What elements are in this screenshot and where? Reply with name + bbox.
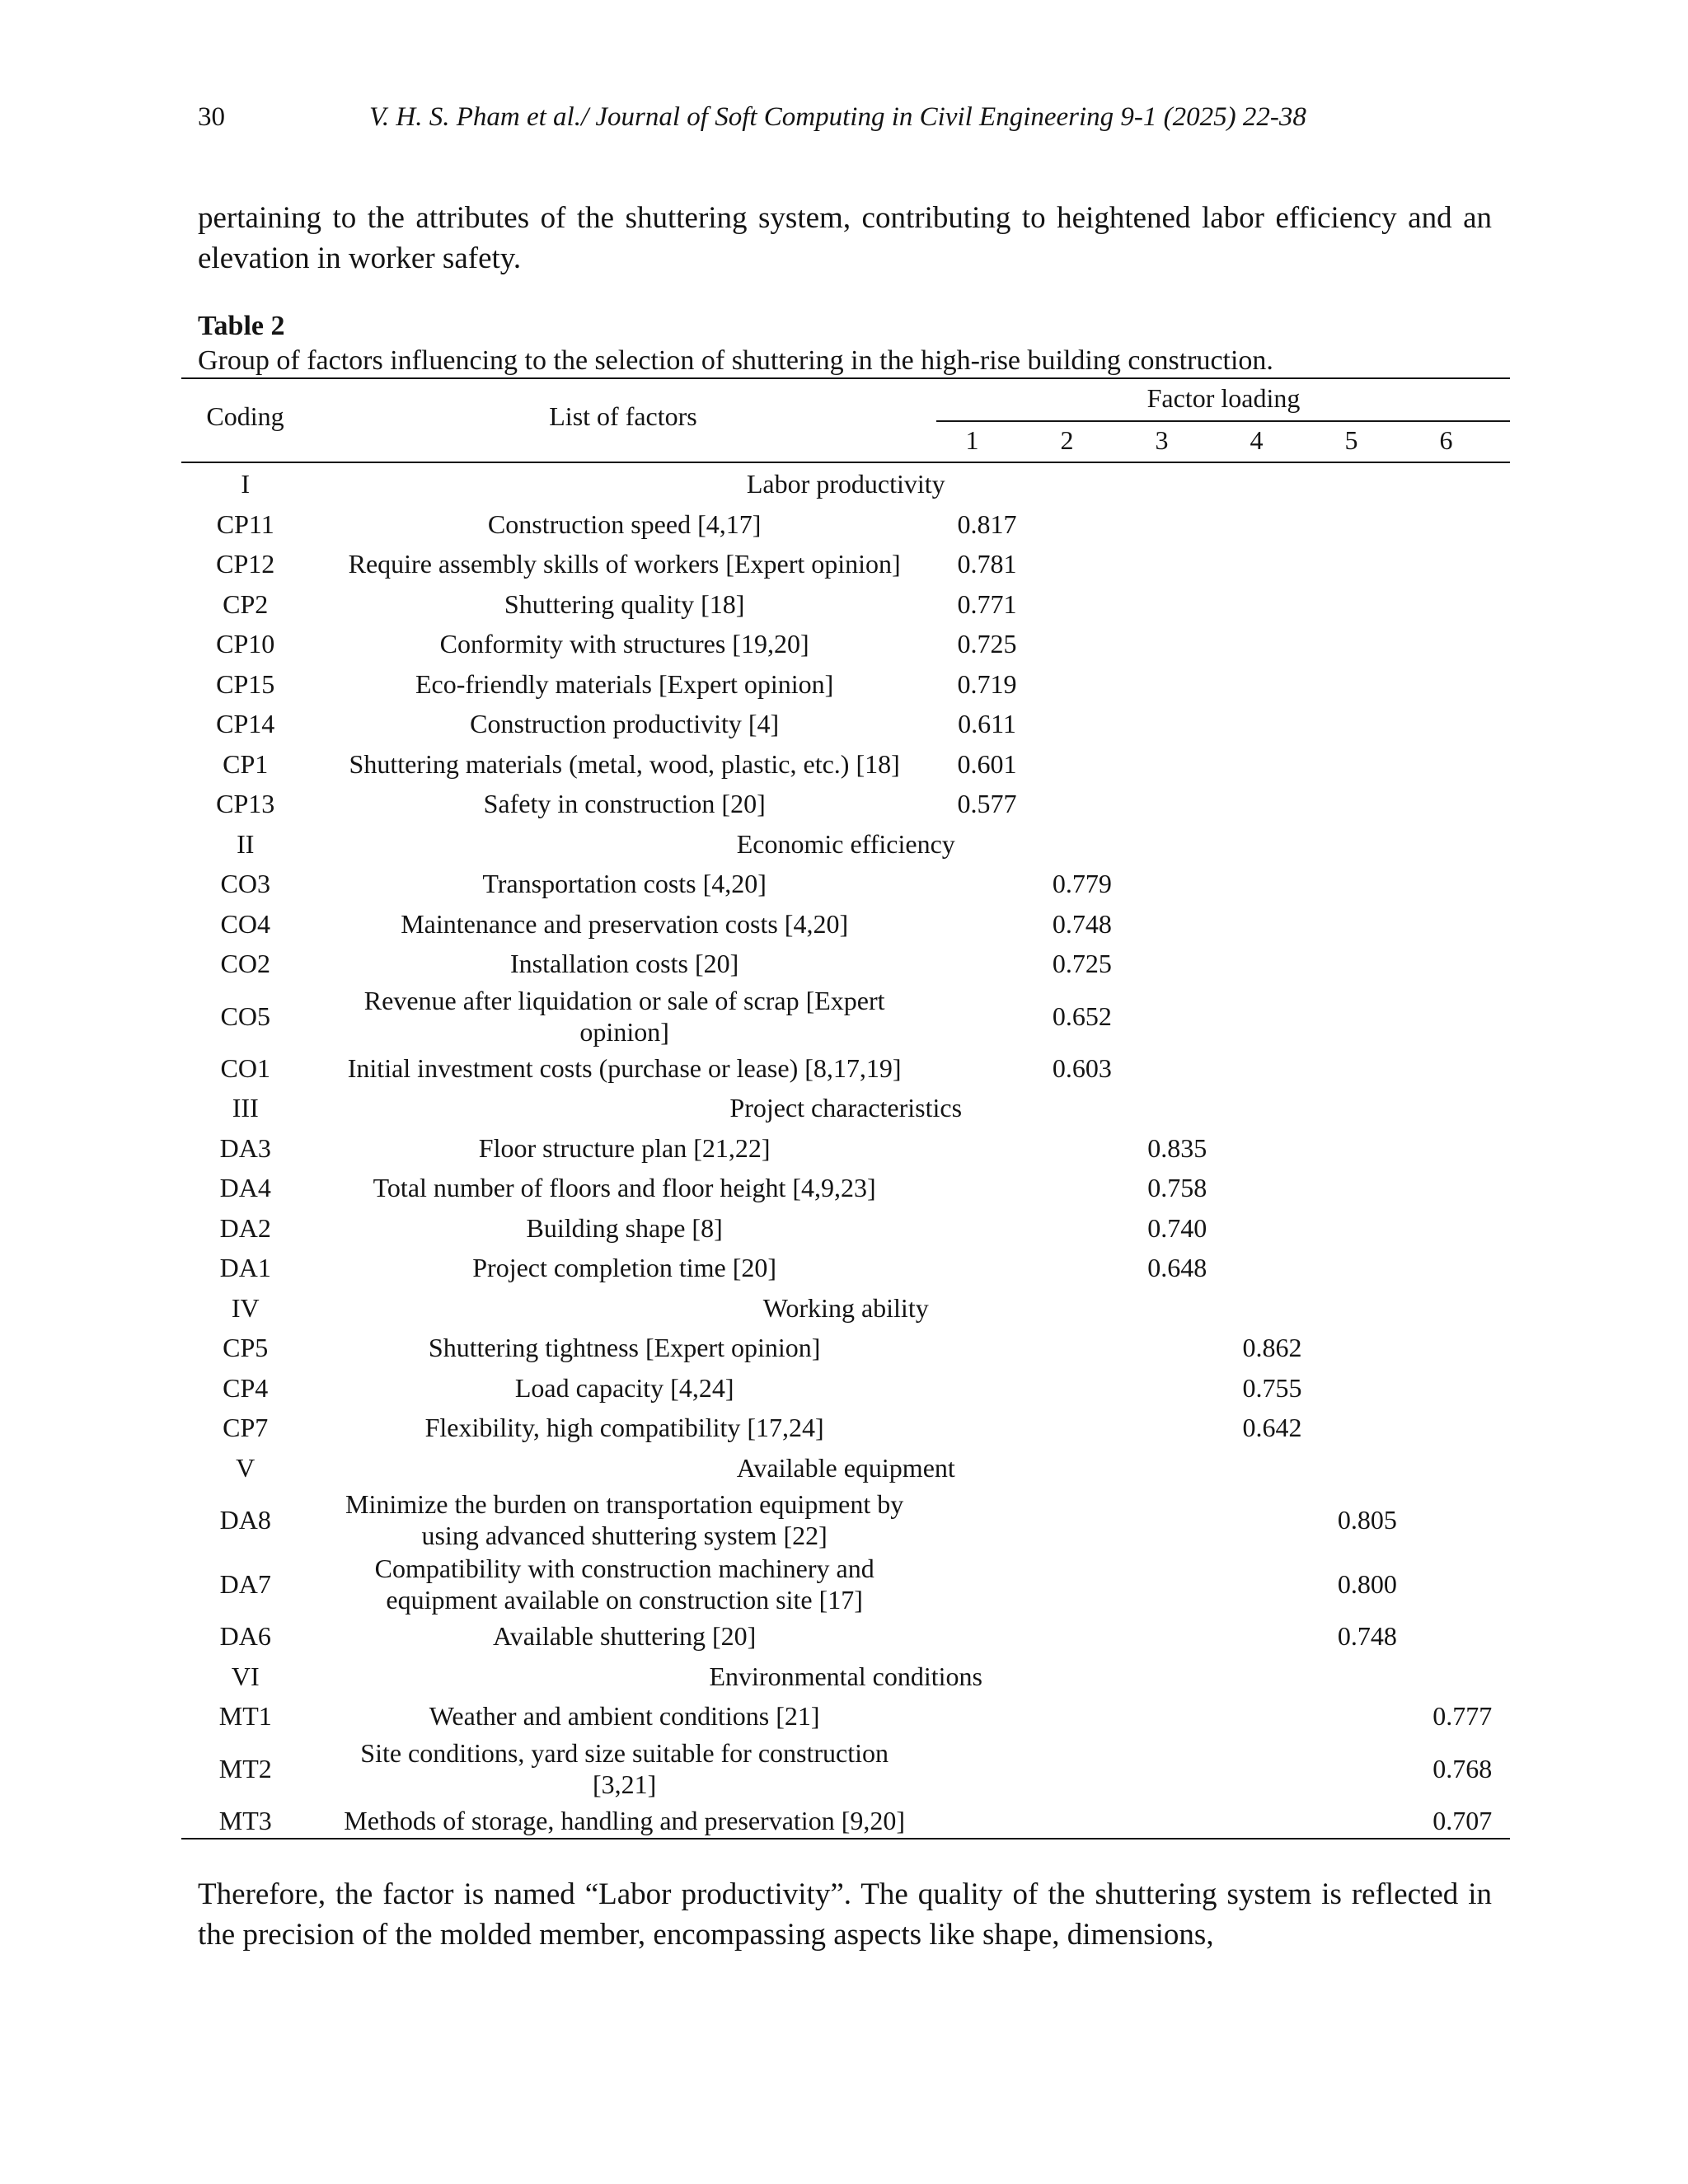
empty-loading-cell bbox=[1130, 1408, 1225, 1448]
factor-name: Shuttering tightness [Expert opinion] bbox=[428, 1333, 821, 1363]
factor-code: DA3 bbox=[219, 1132, 271, 1163]
factor-code: DA8 bbox=[219, 1505, 271, 1535]
group-name: Labor productivity bbox=[746, 469, 945, 499]
factor-name: Site conditions, yard size suitable for construction [3,21] bbox=[360, 1737, 889, 1799]
table-row bbox=[181, 1736, 1510, 1801]
page-number: 30 bbox=[198, 102, 225, 132]
empty-loading-cell bbox=[1034, 784, 1129, 824]
empty-loading-cell bbox=[1225, 624, 1320, 664]
empty-loading-cell bbox=[940, 1128, 1034, 1169]
factor-loading-value: 0.719 bbox=[957, 668, 1017, 699]
empty-loading-cell bbox=[1415, 624, 1510, 664]
empty-loading-cell bbox=[940, 864, 1034, 904]
factor-loading-value: 0.725 bbox=[957, 629, 1017, 659]
empty-loading-cell bbox=[1130, 624, 1225, 664]
empty-loading-cell bbox=[940, 1616, 1034, 1657]
table-row bbox=[181, 1552, 1510, 1616]
factor-loading-value: 0.707 bbox=[1432, 1805, 1493, 1835]
table-row bbox=[181, 904, 1510, 944]
table-label: Table 2 bbox=[198, 311, 285, 341]
factor-loading-value: 0.779 bbox=[1052, 869, 1112, 899]
empty-loading-cell bbox=[1225, 1801, 1320, 1841]
empty-loading-cell bbox=[1034, 1736, 1129, 1801]
empty-loading-cell bbox=[1320, 1736, 1414, 1801]
table-row bbox=[181, 624, 1510, 664]
empty-loading-cell bbox=[1225, 984, 1320, 1048]
table-row bbox=[181, 544, 1510, 584]
factor-loading-rule bbox=[936, 420, 1510, 422]
factor-loading-value: 0.652 bbox=[1052, 1001, 1112, 1031]
empty-loading-cell bbox=[1034, 1488, 1129, 1552]
empty-loading-cell bbox=[1415, 944, 1510, 984]
empty-loading-cell bbox=[1130, 744, 1225, 785]
table-row bbox=[181, 1368, 1510, 1408]
header-loading-col-2: 2 bbox=[1060, 425, 1074, 455]
empty-loading-cell bbox=[1225, 1168, 1320, 1208]
factor-table bbox=[181, 464, 1510, 1840]
empty-loading-cell bbox=[1415, 1552, 1510, 1616]
empty-loading-cell bbox=[1034, 1328, 1129, 1368]
empty-loading-cell bbox=[1130, 1552, 1225, 1616]
factor-name: Load capacity [4,24] bbox=[514, 1372, 734, 1403]
factor-code: DA1 bbox=[219, 1253, 271, 1283]
factor-loading-value: 0.805 bbox=[1337, 1505, 1397, 1535]
empty-loading-cell bbox=[940, 1168, 1034, 1208]
factor-code: CP14 bbox=[216, 709, 275, 739]
factor-loading-value: 0.771 bbox=[957, 588, 1017, 619]
empty-loading-cell bbox=[1130, 1048, 1225, 1089]
empty-loading-cell bbox=[1130, 1801, 1225, 1841]
table-row bbox=[181, 1208, 1510, 1249]
table-row bbox=[181, 1408, 1510, 1448]
empty-loading-cell bbox=[1034, 624, 1129, 664]
factor-code: DA4 bbox=[219, 1173, 271, 1203]
empty-loading-cell bbox=[1034, 664, 1129, 705]
empty-loading-cell bbox=[1225, 584, 1320, 625]
group-name: Working ability bbox=[762, 1292, 929, 1323]
table-row bbox=[181, 1328, 1510, 1368]
factor-code: CP13 bbox=[216, 789, 275, 819]
empty-loading-cell bbox=[1034, 1128, 1129, 1169]
factor-code: CO1 bbox=[220, 1052, 270, 1083]
factor-name: Floor structure plan [21,22] bbox=[478, 1132, 771, 1163]
table-row bbox=[181, 784, 1510, 824]
factor-loading-value: 0.768 bbox=[1432, 1753, 1493, 1783]
empty-loading-cell bbox=[1415, 1128, 1510, 1169]
group-name: Environmental conditions bbox=[709, 1661, 982, 1691]
empty-loading-cell bbox=[1320, 504, 1414, 545]
factor-name: Require assembly skills of workers [Expert opinion] bbox=[348, 549, 901, 579]
factor-code: CP4 bbox=[223, 1372, 269, 1403]
factor-loading-value: 0.642 bbox=[1242, 1413, 1302, 1443]
empty-loading-cell bbox=[1320, 1696, 1414, 1736]
empty-loading-cell bbox=[940, 1208, 1034, 1249]
empty-loading-cell bbox=[1225, 904, 1320, 944]
factor-loading-value: 0.758 bbox=[1147, 1173, 1207, 1203]
group-name: Available equipment bbox=[736, 1452, 955, 1483]
empty-loading-cell bbox=[1415, 904, 1510, 944]
empty-loading-cell bbox=[1225, 944, 1320, 984]
table-row bbox=[181, 984, 1510, 1048]
factor-loading-value: 0.601 bbox=[957, 748, 1017, 779]
header-factor-loading: Factor loading bbox=[1146, 383, 1301, 413]
empty-loading-cell bbox=[1034, 504, 1129, 545]
factor-code: CO5 bbox=[220, 1001, 270, 1031]
empty-loading-cell bbox=[1130, 664, 1225, 705]
group-numeral: III bbox=[232, 1093, 259, 1123]
group-numeral: V bbox=[236, 1452, 256, 1483]
empty-loading-cell bbox=[1130, 1696, 1225, 1736]
factor-loading-value: 0.603 bbox=[1052, 1052, 1112, 1083]
empty-loading-cell bbox=[1225, 1696, 1320, 1736]
table-row bbox=[181, 1696, 1510, 1736]
factor-name: Shuttering materials (metal, wood, plastic, etc.) [18] bbox=[349, 748, 900, 779]
empty-loading-cell bbox=[1130, 1368, 1225, 1408]
empty-loading-cell bbox=[1320, 1208, 1414, 1249]
factor-loading-value: 0.725 bbox=[1052, 949, 1112, 979]
empty-loading-cell bbox=[1320, 1248, 1414, 1288]
factor-loading-value: 0.748 bbox=[1052, 908, 1112, 939]
header-loading-col-5: 5 bbox=[1344, 425, 1358, 455]
header-loading-col-4: 4 bbox=[1250, 425, 1264, 455]
header-coding: Coding bbox=[206, 401, 284, 431]
factor-name: Installation costs [20] bbox=[510, 949, 739, 979]
factor-name: Initial investment costs (purchase or lease) [8,17,19] bbox=[347, 1052, 902, 1083]
factor-table-body bbox=[181, 464, 1510, 1840]
empty-loading-cell bbox=[1320, 1128, 1414, 1169]
header-loading-col-6: 6 bbox=[1439, 425, 1453, 455]
empty-loading-cell bbox=[1225, 1208, 1320, 1249]
factor-code: CO2 bbox=[220, 949, 270, 979]
table-row bbox=[181, 1048, 1510, 1089]
empty-loading-cell bbox=[940, 984, 1034, 1048]
empty-loading-cell bbox=[1130, 704, 1225, 744]
header-loading-col-1: 1 bbox=[965, 425, 979, 455]
empty-loading-cell bbox=[1415, 1408, 1510, 1448]
empty-loading-cell bbox=[1415, 864, 1510, 904]
factor-loading-value: 0.817 bbox=[957, 509, 1017, 539]
factor-code: CP11 bbox=[216, 509, 274, 539]
group-name: Economic efficiency bbox=[736, 828, 955, 859]
empty-loading-cell bbox=[1225, 1736, 1320, 1801]
factor-loading-value: 0.835 bbox=[1147, 1132, 1207, 1163]
closing-paragraph: Therefore, the factor is named “Labor productivity”. The quality of the shuttering system is reflected in the precision of the molded member, encompassing aspects like shape, dimensions, bbox=[198, 1877, 1492, 1952]
factor-name: Conformity with structures [19,20] bbox=[439, 629, 809, 659]
empty-loading-cell bbox=[1034, 1616, 1129, 1657]
factor-name: Construction speed [4,17] bbox=[487, 509, 762, 539]
empty-loading-cell bbox=[1320, 1168, 1414, 1208]
table-row bbox=[181, 504, 1510, 545]
group-numeral: II bbox=[237, 828, 255, 859]
table-row bbox=[181, 584, 1510, 625]
header-loading-col-3: 3 bbox=[1155, 425, 1169, 455]
table-row bbox=[181, 944, 1510, 984]
factor-code: MT2 bbox=[218, 1753, 272, 1783]
table-row bbox=[181, 864, 1510, 904]
empty-loading-cell bbox=[1320, 784, 1414, 824]
factor-code: CP1 bbox=[223, 748, 269, 779]
factor-code: CO4 bbox=[220, 908, 270, 939]
empty-loading-cell bbox=[1130, 544, 1225, 584]
empty-loading-cell bbox=[940, 1408, 1034, 1448]
empty-loading-cell bbox=[1225, 1616, 1320, 1657]
factor-loading-value: 0.740 bbox=[1147, 1212, 1207, 1243]
factor-loading-value: 0.800 bbox=[1337, 1569, 1397, 1599]
empty-loading-cell bbox=[1034, 1552, 1129, 1616]
factor-name: Transportation costs [4,20] bbox=[482, 869, 767, 899]
empty-loading-cell bbox=[940, 1248, 1034, 1288]
factor-name: Construction productivity [4] bbox=[470, 709, 780, 739]
empty-loading-cell bbox=[1034, 1408, 1129, 1448]
empty-loading-cell bbox=[1130, 1328, 1225, 1368]
table-row bbox=[181, 1248, 1510, 1288]
empty-loading-cell bbox=[1320, 624, 1414, 664]
factor-name: Revenue after liquidation or sale of scrap [Expert opinion] bbox=[363, 985, 885, 1047]
empty-loading-cell bbox=[1320, 1408, 1414, 1448]
group-row bbox=[181, 824, 1510, 865]
table-caption: Group of factors influencing to the selection of shuttering in the high-rise building construction. bbox=[198, 345, 1273, 376]
table-row bbox=[181, 1801, 1510, 1841]
factor-loading-value: 0.577 bbox=[957, 789, 1017, 819]
factor-name: Compatibility with construction machinery and equipment available on construction site [17] bbox=[374, 1554, 874, 1615]
empty-loading-cell bbox=[1225, 744, 1320, 785]
empty-loading-cell bbox=[1034, 744, 1129, 785]
empty-loading-cell bbox=[1320, 584, 1414, 625]
empty-loading-cell bbox=[1415, 704, 1510, 744]
factor-name: Shuttering quality [18] bbox=[504, 588, 745, 619]
empty-loading-cell bbox=[1034, 704, 1129, 744]
empty-loading-cell bbox=[1415, 584, 1510, 625]
empty-loading-cell bbox=[1034, 544, 1129, 584]
empty-loading-cell bbox=[1130, 1736, 1225, 1801]
empty-loading-cell bbox=[1130, 1488, 1225, 1552]
factor-loading-value: 0.755 bbox=[1242, 1372, 1302, 1403]
group-row bbox=[181, 1288, 1510, 1329]
empty-loading-cell bbox=[1415, 504, 1510, 545]
empty-loading-cell bbox=[1034, 584, 1129, 625]
factor-name: Total number of floors and floor height [4,9,23] bbox=[373, 1173, 876, 1203]
empty-loading-cell bbox=[1034, 1801, 1129, 1841]
table-row bbox=[181, 704, 1510, 744]
empty-loading-cell bbox=[1320, 704, 1414, 744]
factor-code: CO3 bbox=[220, 869, 270, 899]
empty-loading-cell bbox=[1130, 984, 1225, 1048]
table-row bbox=[181, 1128, 1510, 1169]
empty-loading-cell bbox=[1320, 944, 1414, 984]
empty-loading-cell bbox=[1130, 584, 1225, 625]
table-row bbox=[181, 1168, 1510, 1208]
empty-loading-cell bbox=[1225, 504, 1320, 545]
empty-loading-cell bbox=[1225, 544, 1320, 584]
factor-code: DA2 bbox=[219, 1212, 271, 1243]
empty-loading-cell bbox=[1415, 1488, 1510, 1552]
factor-code: DA6 bbox=[219, 1621, 271, 1652]
factor-name: Minimize the burden on transportation equipment by using advanced shuttering system [22] bbox=[345, 1489, 904, 1550]
factor-code: CP5 bbox=[223, 1333, 269, 1363]
group-numeral: IV bbox=[231, 1292, 260, 1323]
empty-loading-cell bbox=[1320, 1368, 1414, 1408]
empty-loading-cell bbox=[1225, 1048, 1320, 1089]
empty-loading-cell bbox=[1034, 1368, 1129, 1408]
empty-loading-cell bbox=[1034, 1208, 1129, 1249]
empty-loading-cell bbox=[1415, 1248, 1510, 1288]
empty-loading-cell bbox=[1225, 664, 1320, 705]
empty-loading-cell bbox=[1034, 1168, 1129, 1208]
empty-loading-cell bbox=[940, 1736, 1034, 1801]
group-row bbox=[181, 1448, 1510, 1488]
empty-loading-cell bbox=[1415, 784, 1510, 824]
empty-loading-cell bbox=[1225, 1552, 1320, 1616]
empty-loading-cell bbox=[1320, 1801, 1414, 1841]
empty-loading-cell bbox=[1225, 1248, 1320, 1288]
factor-code: MT3 bbox=[218, 1805, 272, 1835]
empty-loading-cell bbox=[940, 1328, 1034, 1368]
empty-loading-cell bbox=[1130, 504, 1225, 545]
factor-name: Weather and ambient conditions [21] bbox=[429, 1701, 820, 1732]
empty-loading-cell bbox=[940, 1696, 1034, 1736]
empty-loading-cell bbox=[1320, 664, 1414, 705]
factor-code: CP7 bbox=[223, 1413, 269, 1443]
empty-loading-cell bbox=[1320, 544, 1414, 584]
empty-loading-cell bbox=[1130, 784, 1225, 824]
empty-loading-cell bbox=[1130, 1616, 1225, 1657]
empty-loading-cell bbox=[1415, 1616, 1510, 1657]
factor-loading-value: 0.748 bbox=[1337, 1621, 1397, 1652]
intro-paragraph: pertaining to the attributes of the shuttering system, contributing to heightened labor efficiency and an elevation in worker safety. bbox=[198, 201, 1492, 275]
empty-loading-cell bbox=[1320, 1048, 1414, 1089]
factor-name: Maintenance and preservation costs [4,20] bbox=[401, 908, 849, 939]
running-header: V. H. S. Pham et al./ Journal of Soft Computing in Civil Engineering 9-1 (2025) 22-38 bbox=[369, 102, 1306, 132]
empty-loading-cell bbox=[940, 944, 1034, 984]
table-header-rule bbox=[181, 462, 1510, 463]
empty-loading-cell bbox=[1415, 544, 1510, 584]
empty-loading-cell bbox=[1320, 1328, 1414, 1368]
empty-loading-cell bbox=[1130, 864, 1225, 904]
empty-loading-cell bbox=[1415, 1328, 1510, 1368]
empty-loading-cell bbox=[1415, 1048, 1510, 1089]
empty-loading-cell bbox=[1415, 1368, 1510, 1408]
empty-loading-cell bbox=[1225, 704, 1320, 744]
factor-loading-value: 0.862 bbox=[1242, 1333, 1302, 1363]
group-row bbox=[181, 1657, 1510, 1697]
factor-name: Project completion time [20] bbox=[472, 1253, 777, 1283]
table-top-rule bbox=[181, 377, 1510, 379]
empty-loading-cell bbox=[1415, 1168, 1510, 1208]
factor-code: CP12 bbox=[216, 549, 275, 579]
empty-loading-cell bbox=[940, 904, 1034, 944]
factor-name: Safety in construction [20] bbox=[483, 789, 766, 819]
factor-name: Eco-friendly materials [Expert opinion] bbox=[415, 668, 834, 699]
factor-loading-value: 0.777 bbox=[1432, 1701, 1493, 1732]
empty-loading-cell bbox=[1320, 744, 1414, 785]
factor-code: CP2 bbox=[223, 588, 269, 619]
factor-code: DA7 bbox=[219, 1569, 271, 1599]
table-row bbox=[181, 1616, 1510, 1657]
empty-loading-cell bbox=[940, 1488, 1034, 1552]
factor-name: Methods of storage, handling and preservation [9,20] bbox=[344, 1805, 905, 1835]
table-row bbox=[181, 1488, 1510, 1552]
empty-loading-cell bbox=[940, 1368, 1034, 1408]
empty-loading-cell bbox=[1225, 1128, 1320, 1169]
empty-loading-cell bbox=[1415, 984, 1510, 1048]
factor-code: CP10 bbox=[216, 629, 275, 659]
factor-name: Flexibility, high compatibility [17,24] bbox=[424, 1413, 824, 1443]
group-row bbox=[181, 464, 1510, 504]
factor-code: MT1 bbox=[218, 1701, 272, 1732]
table-row bbox=[181, 744, 1510, 785]
factor-loading-value: 0.648 bbox=[1147, 1253, 1207, 1283]
group-name: Project characteristics bbox=[729, 1093, 963, 1123]
empty-loading-cell bbox=[1320, 904, 1414, 944]
empty-loading-cell bbox=[940, 1552, 1034, 1616]
group-numeral: VI bbox=[231, 1661, 260, 1691]
factor-code: CP15 bbox=[216, 668, 275, 699]
empty-loading-cell bbox=[1320, 984, 1414, 1048]
empty-loading-cell bbox=[940, 1048, 1034, 1089]
group-numeral: I bbox=[241, 469, 251, 499]
empty-loading-cell bbox=[1130, 904, 1225, 944]
factor-loading-value: 0.781 bbox=[957, 549, 1017, 579]
empty-loading-cell bbox=[1415, 744, 1510, 785]
factor-name: Building shape [8] bbox=[526, 1212, 723, 1243]
empty-loading-cell bbox=[1415, 664, 1510, 705]
empty-loading-cell bbox=[1225, 1488, 1320, 1552]
empty-loading-cell bbox=[940, 1801, 1034, 1841]
empty-loading-cell bbox=[1415, 1208, 1510, 1249]
empty-loading-cell bbox=[1225, 864, 1320, 904]
factor-name: Available shuttering [20] bbox=[492, 1621, 757, 1652]
empty-loading-cell bbox=[1034, 1248, 1129, 1288]
factor-loading-value: 0.611 bbox=[958, 709, 1016, 739]
empty-loading-cell bbox=[1130, 944, 1225, 984]
table-row bbox=[181, 664, 1510, 705]
header-list-of-factors: List of factors bbox=[549, 401, 697, 431]
empty-loading-cell bbox=[1034, 1696, 1129, 1736]
group-row bbox=[181, 1088, 1510, 1128]
empty-loading-cell bbox=[1320, 864, 1414, 904]
empty-loading-cell bbox=[1225, 784, 1320, 824]
